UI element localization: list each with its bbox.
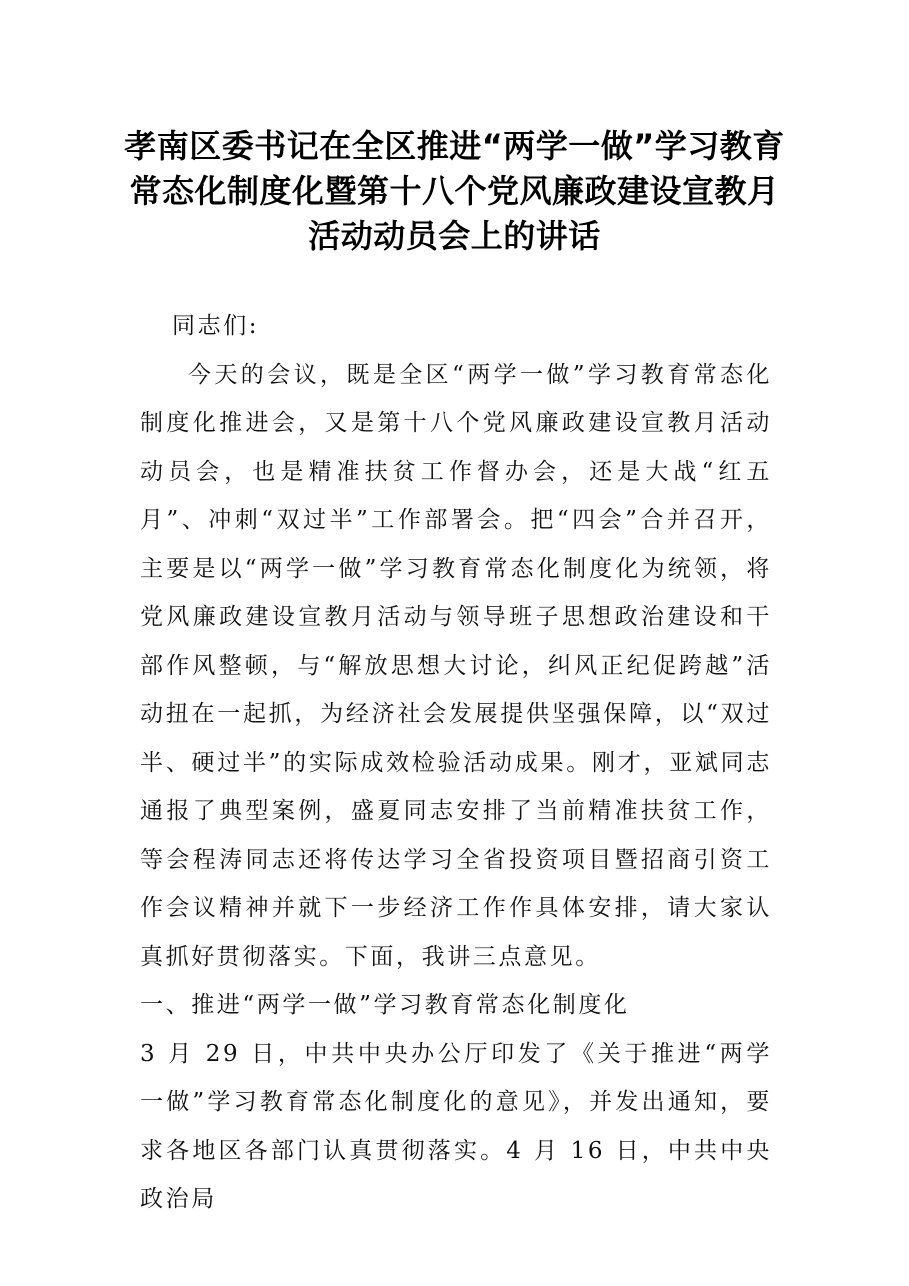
document-title: 孝南区委书记在全区推进“两学一做”学习教育常态化制度化暨第十八个党风廉政建设宣教月活动动员会上的讲话 <box>124 127 785 255</box>
paragraph: 3 月 29 日，中共中央办公厅印发了《关于推进“两学一做”学习教育常态化制度化的意见》，并发出通知，要求各地区各部门认真贯彻落实。4 月 16 日，中共中央政治局 <box>140 1040 772 1212</box>
section-heading: 一、推进“两学一做”学习教育常态化制度化 <box>140 992 630 1018</box>
document-body <box>140 302 772 1224</box>
salutation: 同志们: <box>172 313 260 339</box>
paragraph: 今天的会议，既是全区“两学一做”学习教育常态化制度化推进会，又是第十八个党风廉政建设宣教月活动动员会，也是精准扶贫工作督办会，还是大战“红五月”、冲刺“双过半”工作部署会。把“四会”合并召开，主要是以“两学一做”学习教育常态化制度化为统领，将党风廉政建设宣教月活动与领导班子思想政治建设和干部作风整顿，与“解放思想大讨论，纠风正纪促跨越”活动扭在一起抓，为经济社会发展提供坚强保障，以“双过半、硬过半”的实际成效检验活动成果。刚才，亚斌同志通报了典型案例，盛夏同志安排了当前精准扶贫工作，等会程涛同志还将传达学习全省投资项目暨招商引资工作会议精神并就下一步经济工作作具体安排，请大家认真抓好贯彻落实。下面，我讲三点意见。 <box>140 361 772 970</box>
